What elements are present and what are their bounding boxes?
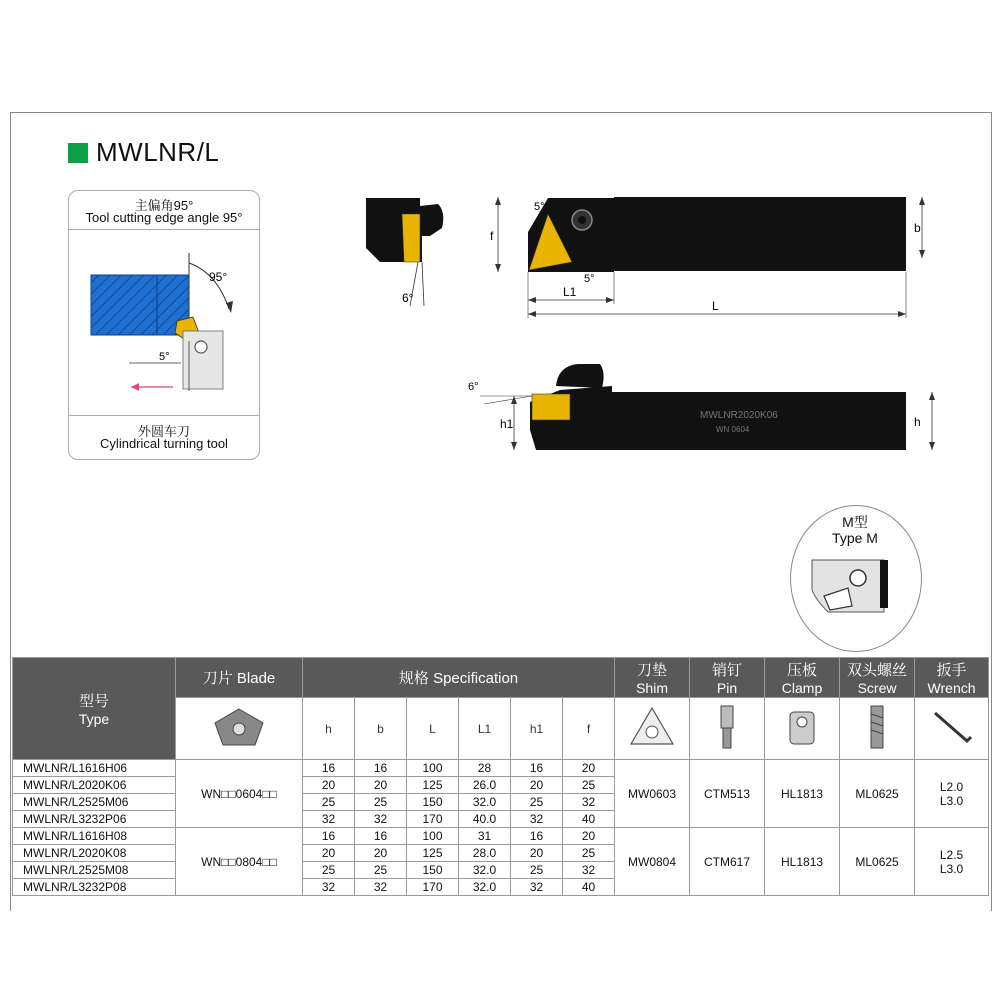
clamp-header-cn: 压板 xyxy=(787,662,818,679)
clamp-cell: HL1813 xyxy=(765,828,840,896)
angle-cn-label: 主偏角95° xyxy=(134,198,194,213)
type-m-cn: M型 xyxy=(842,514,868,530)
screw-header-en: Screw xyxy=(857,680,897,696)
spec-col-h: h xyxy=(303,698,355,760)
wrench-icon xyxy=(927,705,977,749)
l-cell: 170 xyxy=(407,879,459,896)
type-header-en: Type xyxy=(78,711,110,727)
l1-cell: 26.0 xyxy=(459,777,511,794)
shim-image-cell xyxy=(615,698,690,760)
h1-cell: 20 xyxy=(511,777,563,794)
pin-header-en: Pin xyxy=(716,680,738,696)
angle-5-label: 5° xyxy=(159,351,170,363)
l1-cell: 31 xyxy=(459,828,511,845)
h-cell: 25 xyxy=(303,862,355,879)
blade-header: 刀片 Blade xyxy=(176,658,303,698)
pin-icon xyxy=(707,702,747,752)
type-cell: MWLNR/L2020K08 xyxy=(13,845,176,862)
dim-h-label: h xyxy=(914,415,921,429)
clamp-header-en: Clamp xyxy=(781,680,823,696)
angle-95-label: 95° xyxy=(209,270,228,284)
pin-cell: CTM617 xyxy=(690,828,765,896)
blade-insert-icon xyxy=(209,705,269,749)
spec-col-h1: h1 xyxy=(511,698,563,760)
spec-col-f: f xyxy=(563,698,615,760)
type-cell: MWLNR/L2525M06 xyxy=(13,794,176,811)
type-cell: MWLNR/L1616H06 xyxy=(13,760,176,777)
wrench-value-1: L2.5 xyxy=(939,847,964,862)
l-cell: 170 xyxy=(407,811,459,828)
f-cell: 32 xyxy=(563,794,615,811)
blade-cell: WN□□0604□□ xyxy=(176,760,303,828)
h-cell: 16 xyxy=(303,760,355,777)
wrench-image-cell xyxy=(915,698,989,760)
l-cell: 150 xyxy=(407,794,459,811)
l1-cell: 40.0 xyxy=(459,811,511,828)
f-cell: 40 xyxy=(563,879,615,896)
screw-cell: ML0625 xyxy=(840,828,915,896)
shim-cell: MW0804 xyxy=(615,828,690,896)
f-cell: 40 xyxy=(563,811,615,828)
cylindrical-cn-label: 外圆车刀 xyxy=(137,424,190,439)
h1-cell: 20 xyxy=(511,845,563,862)
spec-col-l1: L1 xyxy=(459,698,511,760)
wrench-header xyxy=(915,658,989,698)
dim-l-label: L xyxy=(712,299,719,313)
shim-header-cn: 刀垫 xyxy=(637,662,668,679)
h-cell: 20 xyxy=(303,845,355,862)
l-cell: 125 xyxy=(407,845,459,862)
f-cell: 20 xyxy=(563,828,615,845)
h1-cell: 25 xyxy=(511,794,563,811)
side-angle-6-label: 6° xyxy=(468,381,479,393)
blade-image-cell xyxy=(176,698,303,760)
l-cell: 100 xyxy=(407,760,459,777)
clamp-header xyxy=(765,658,840,698)
l1-cell: 28 xyxy=(459,760,511,777)
b-cell: 20 xyxy=(355,845,407,862)
type-cell: MWLNR/L3232P08 xyxy=(13,879,176,896)
pin-image-cell xyxy=(690,698,765,760)
front-angle-6-label: 6° xyxy=(402,291,414,305)
dim-h1-label: h1 xyxy=(500,417,514,431)
blade-cell: WN□□0804□□ xyxy=(176,828,303,896)
wrench-value-2: L3.0 xyxy=(939,793,964,808)
bottom-angle-5-label: 5° xyxy=(584,273,595,285)
l-cell: 125 xyxy=(407,777,459,794)
table-header-row xyxy=(13,658,989,698)
dim-f-label: f xyxy=(490,229,494,243)
wrench-header-cn: 扳手 xyxy=(936,662,967,679)
cylindrical-en-label: Cylindrical turning tool xyxy=(100,436,228,451)
h-cell: 16 xyxy=(303,828,355,845)
h-cell: 25 xyxy=(303,794,355,811)
h1-cell: 16 xyxy=(511,760,563,777)
l1-cell: 28.0 xyxy=(459,845,511,862)
h1-cell: 25 xyxy=(511,862,563,879)
shim-icon xyxy=(627,704,677,750)
f-cell: 25 xyxy=(563,845,615,862)
b-cell: 32 xyxy=(355,879,407,896)
wrench-cell xyxy=(915,760,989,828)
h1-cell: 16 xyxy=(511,828,563,845)
h1-cell: 32 xyxy=(511,879,563,896)
clamp-image-cell xyxy=(765,698,840,760)
b-cell: 16 xyxy=(355,828,407,845)
top-angle-5-label: 5° xyxy=(534,201,545,213)
screw-image-cell xyxy=(840,698,915,760)
f-cell: 32 xyxy=(563,862,615,879)
spec-col-l: L xyxy=(407,698,459,760)
spec-col-b: b xyxy=(355,698,407,760)
body-marking-2: WN 0604 xyxy=(716,425,750,434)
wrench-header-en: Wrench xyxy=(927,680,976,696)
l-cell: 100 xyxy=(407,828,459,845)
specification-table xyxy=(12,657,989,896)
b-cell: 25 xyxy=(355,862,407,879)
h1-cell: 32 xyxy=(511,811,563,828)
shim-cell: MW0603 xyxy=(615,760,690,828)
pin-cell: CTM513 xyxy=(690,760,765,828)
l1-cell: 32.0 xyxy=(459,794,511,811)
body-marking: MWLNR2020K06 xyxy=(700,410,778,421)
h-cell: 32 xyxy=(303,879,355,896)
wrench-cell xyxy=(915,828,989,896)
table-row xyxy=(13,760,989,777)
screw-icon xyxy=(857,702,897,752)
pin-header xyxy=(690,658,765,698)
table-row xyxy=(13,828,989,845)
pin-header-cn: 销钉 xyxy=(712,662,743,679)
type-cell: MWLNR/L3232P06 xyxy=(13,811,176,828)
dim-l1-label: L1 xyxy=(563,285,577,299)
l-cell: 150 xyxy=(407,862,459,879)
type-m-en: Type M xyxy=(832,530,878,546)
l1-cell: 32.0 xyxy=(459,862,511,879)
type-header-cn: 型号 xyxy=(78,693,109,710)
type-header xyxy=(13,658,176,760)
type-cell: MWLNR/L2525M08 xyxy=(13,862,176,879)
shim-header-en: Shim xyxy=(636,680,668,696)
spec-header: 规格 Specification xyxy=(303,658,615,698)
b-cell: 20 xyxy=(355,777,407,794)
l1-cell: 32.0 xyxy=(459,879,511,896)
b-cell: 32 xyxy=(355,811,407,828)
screw-header xyxy=(840,658,915,698)
b-cell: 25 xyxy=(355,794,407,811)
dim-b-label: b xyxy=(914,221,921,235)
wrench-value-1: L2.0 xyxy=(939,779,964,794)
angle-en-label: Tool cutting edge angle 95° xyxy=(85,210,243,225)
f-cell: 25 xyxy=(563,777,615,794)
h-cell: 20 xyxy=(303,777,355,794)
clamp-icon xyxy=(782,702,822,752)
wrench-value-2: L3.0 xyxy=(939,861,964,876)
clamp-cell: HL1813 xyxy=(765,760,840,828)
type-cell: MWLNR/L2020K06 xyxy=(13,777,176,794)
type-cell: MWLNR/L1616H08 xyxy=(13,828,176,845)
screw-header-cn: 双头螺丝 xyxy=(847,662,908,679)
f-cell: 20 xyxy=(563,760,615,777)
screw-cell: ML0625 xyxy=(840,760,915,828)
shim-header xyxy=(615,658,690,698)
b-cell: 16 xyxy=(355,760,407,777)
page-title: MWLNR/L xyxy=(96,137,220,167)
h-cell: 32 xyxy=(303,811,355,828)
